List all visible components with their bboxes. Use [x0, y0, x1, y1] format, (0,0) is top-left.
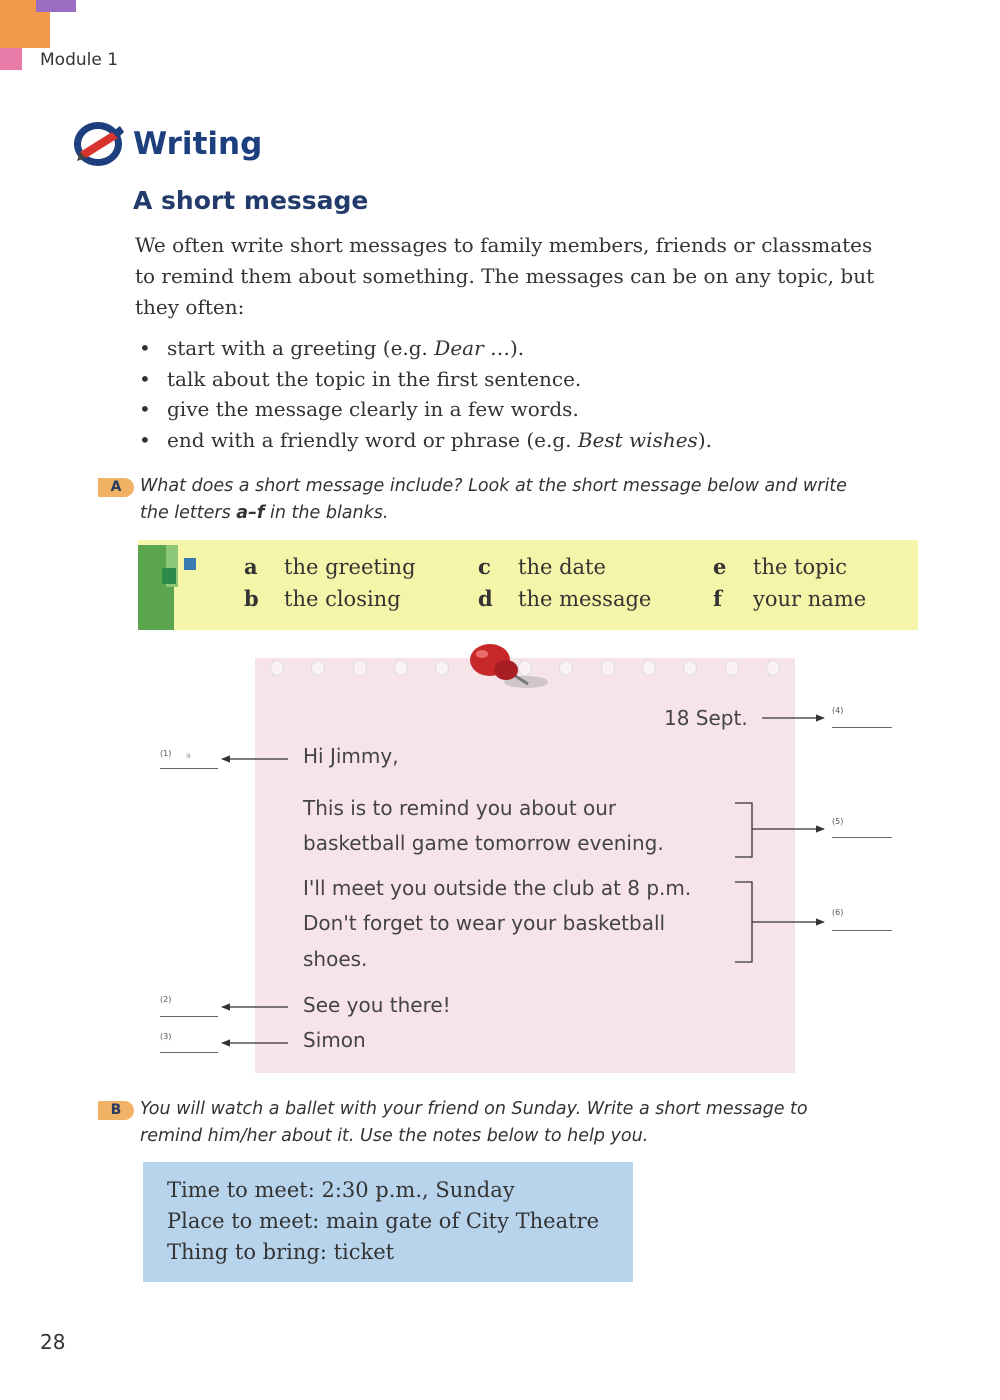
- answer-blank-3[interactable]: [160, 1052, 218, 1053]
- intro-line: We often write short messages to family members, friends or classmates: [135, 233, 873, 257]
- corner-decoration-purple: [36, 0, 76, 12]
- message-greeting: Hi Jimmy,: [303, 744, 399, 768]
- option-e: e the topic: [713, 554, 848, 579]
- list-item: • give the message clearly in a few words.: [135, 394, 935, 425]
- decorative-square: [184, 558, 196, 570]
- intro-line: to remind them about something. The messages can be on any topic, but: [135, 264, 875, 288]
- blank-answer[interactable]: a: [186, 751, 191, 760]
- blank-number: (6): [832, 908, 844, 917]
- pushpin-icon: [466, 640, 556, 700]
- answer-blank-2[interactable]: [160, 1016, 218, 1017]
- message-topic: This is to remind you about our: [303, 796, 617, 820]
- exercise-b-badge: B: [98, 1101, 134, 1120]
- list-item: • talk about the topic in the first sentence.: [135, 364, 935, 395]
- blank-number: (1): [160, 749, 172, 758]
- message-name: Simon: [303, 1028, 366, 1052]
- corner-decoration-pink: [0, 48, 22, 70]
- option-f: f your name: [713, 586, 867, 611]
- list-item: • end with a friendly word or phrase (e.g. Best wishes).: [135, 425, 935, 456]
- blank-number: (3): [160, 1032, 172, 1041]
- exercise-b-instructions: You will watch a ballet with your friend on Sunday. Write a short message to remind him/her about it. Use the notes below to help you.: [140, 1099, 808, 1146]
- options-box: [138, 540, 918, 630]
- module-label: Module 1: [40, 50, 119, 70]
- intro-line: they often:: [135, 295, 245, 319]
- intro-paragraph: [135, 230, 945, 323]
- option-c: c the date: [478, 554, 606, 579]
- note-line: Place to meet: main gate of City Theatre: [167, 1209, 600, 1233]
- answer-blank-1[interactable]: [160, 768, 218, 769]
- blank-number: (5): [832, 817, 844, 826]
- answer-blank-5[interactable]: [832, 837, 892, 838]
- blank-number: (2): [160, 995, 172, 1004]
- message-topic: basketball game tomorrow evening.: [303, 831, 664, 855]
- list-item: • start with a greeting (e.g. Dear …).: [135, 333, 935, 364]
- option-b: b the closing: [244, 586, 401, 611]
- exercise-a-badge: A: [98, 478, 134, 497]
- note-line: Thing to bring: ticket: [167, 1240, 395, 1264]
- writing-pen-icon: [72, 118, 126, 168]
- message-date: 18 Sept.: [664, 706, 748, 730]
- answer-blank-4[interactable]: [832, 727, 892, 728]
- message-closing: See you there!: [303, 993, 451, 1017]
- note-line: Time to meet: 2:30 p.m., Sunday: [167, 1178, 515, 1202]
- blank-number: (4): [832, 706, 844, 715]
- answer-blank-6[interactable]: [832, 930, 892, 931]
- tips-list: [135, 333, 935, 455]
- message-body: I'll meet you outside the club at 8 p.m.: [303, 876, 692, 900]
- message-body: Don't forget to wear your basketball: [303, 911, 666, 935]
- exercise-a-instructions: What does a short message include? Look at the short message below and write the letters a–f in the blanks.: [140, 476, 847, 523]
- message-body: shoes.: [303, 947, 368, 971]
- decorative-square: [162, 568, 176, 584]
- option-d: d the message: [478, 586, 652, 611]
- section-title: Writing: [133, 126, 263, 162]
- page-number: 28: [40, 1330, 66, 1354]
- option-a: a the greeting: [244, 554, 416, 579]
- section-subtitle: A short message: [133, 186, 369, 215]
